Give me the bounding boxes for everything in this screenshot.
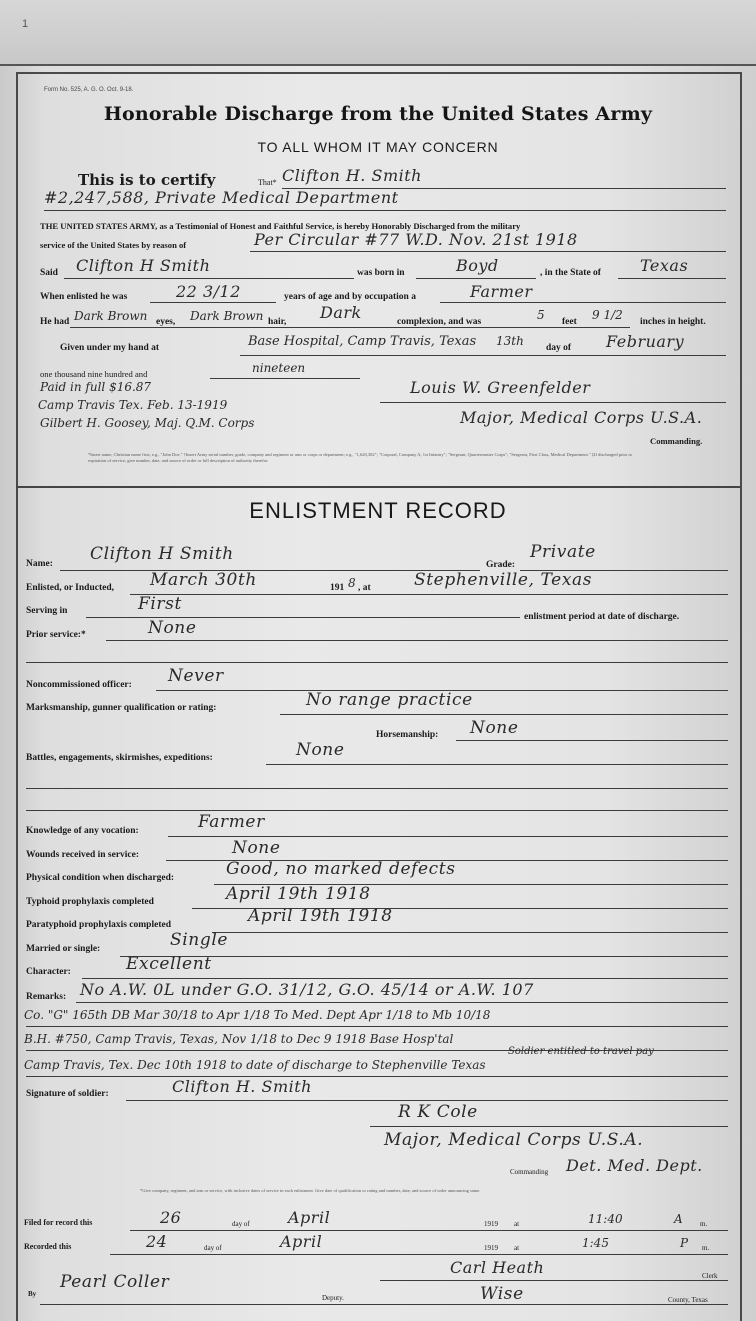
physical-label: Physical condition when discharged: [26,873,175,883]
enlistment-name: Clifton H Smith [90,544,234,564]
rule [126,1100,728,1101]
remarks-label: Remarks: [26,992,67,1002]
filed-day: 26 [160,1208,182,1227]
birth-place: Boyd [456,256,499,275]
officer-title-2: Major, Medical Corps U.S.A. [384,1130,644,1150]
rule [130,594,728,595]
enlisted-year-digit: 8 [348,576,356,590]
serial-line: #2,247,588, Private Medical Department [44,188,399,207]
wounds-label: Wounds received in service: [26,850,140,860]
discharge-footnote: *Insert name, Christian name first; e.g., "John Doe." †Insert Army serial number, grade, company and regiment or arm or corps or department; e.g., "1,620,302"; "Corporal, Company A, 1st Infantry"; "Sergeant, Quartermaster Corps"; "Sergeant, First Class, Medical Department." ‡If discharged prior to expiration of service, give number, date, and source of order or full description of authority therefor. [88,452,633,463]
commanding-label: Commanding. [650,436,703,446]
officer-signature: Louis W. Greenfelder [410,378,591,397]
deputy-label: Deputy. [322,1294,344,1302]
age-value: 22 3/12 [176,282,241,301]
paid-line-2: Camp Travis Tex. Feb. 13-1919 [38,398,228,412]
signer-title: Major, Medical Corps U.S.A. [460,408,703,427]
rule [280,714,728,715]
height-inches: 9 1/2 [592,308,623,322]
nco-value: Never [168,666,224,686]
birth-state: Texas [640,256,689,275]
serving-label: Serving in [26,606,68,616]
rule [26,788,728,789]
corner-number: 1 [22,18,29,30]
recorded-ampm: P [680,1236,689,1250]
paid-line-3: Gilbert H. Goosey, Maj. Q.M. Corps [40,416,255,430]
given-place: Base Hospital, Camp Travis, Texas [248,334,477,349]
rule [150,302,276,303]
had-label: He had [40,317,70,327]
said-name: Clifton H Smith [76,256,211,275]
hair-color: Dark Brown [190,309,264,323]
testimonial-text: THE UNITED STATES ARMY, as a Testimonial of Honest and Faithful Service, is hereby Honorably Discharged from the military [40,221,521,231]
officer-signature-2: R K Cole [398,1102,478,1122]
recorded-suffix: m. [702,1244,710,1252]
recorded-at-label: at [514,1244,520,1252]
county-name: Wise [480,1284,524,1304]
filed-month: April [288,1208,331,1227]
paratyphoid-label: Paratyphoid prophylaxis completed [26,920,171,930]
page-title: Honorable Discharge from the United States Army [103,103,653,125]
wounds-value: None [232,838,281,858]
given-label: Given under my hand at [60,343,160,353]
grade-value: Private [530,542,596,562]
rule [64,278,354,279]
rule [168,836,728,837]
rule [44,210,726,211]
year-label: one thousand nine hundred and [40,369,148,379]
clerk-name: Carl Heath [450,1258,545,1277]
certify-label: This is to certify [78,171,216,189]
recorded-day: 24 [146,1232,168,1251]
character-value: Excellent [126,954,212,974]
serving-value: First [138,594,182,614]
form-number: Form No. 525, A. G. O. Oct. 9-18. [44,87,134,93]
filed-at-label: at [514,1220,520,1228]
enlistment-footnote: *Give company, regiment, and arm or service, with inclusive dates of service in each enlistment. Give date of qualification or rating and number, date, and source of order announcing same. [140,1188,481,1193]
enlisted-date: March 30th [150,570,257,590]
eye-color: Dark Brown [74,309,148,323]
discharge-reason: Per Circular #77 W.D. Nov. 21st 1918 [254,230,578,249]
horsemanship-label: Horsemanship: [376,730,439,740]
filed-label: Filed for record this [24,1218,93,1227]
complexion-label: complexion, and was [397,317,482,327]
rule [266,764,728,765]
recorded-month: April [280,1232,323,1251]
name-label: Name: [26,559,53,569]
eyes-label: eyes, [156,317,176,327]
inches-label: inches in height. [640,317,706,327]
recorded-day-label: day of [204,1244,222,1252]
by-label: By [28,1290,37,1298]
given-month: February [606,332,685,351]
paratyphoid-value: April 19th 1918 [248,906,393,926]
rule [106,640,728,641]
married-label: Married or single: [26,944,101,954]
page-subtitle: TO ALL WHOM IT MAY CONCERN [257,139,499,155]
that-label: That* [258,178,277,187]
remarks-line-1: No A.W. 0L under G.O. 31/12, G.O. 45/14 or A.W. 107 [80,980,534,999]
nco-label: Noncommissioned officer: [26,680,132,690]
recorded-time: 1:45 [582,1236,609,1250]
county-label: County, Texas [668,1296,708,1304]
top-margin [0,0,756,64]
height-feet: 5 [537,308,545,322]
marksmanship-value: No range practice [306,690,473,710]
enlisted-label: Enlisted, or Inducted, [26,583,114,593]
vocation-label: Knowledge of any vocation: [26,826,139,836]
enlistment-title: ENLISTMENT RECORD [249,498,507,523]
battles-value: None [296,740,345,760]
said-label: Said [40,268,58,278]
prior-service-value: None [148,618,197,638]
rule [456,740,728,741]
filed-suffix: m. [700,1220,708,1228]
typhoid-value: April 19th 1918 [226,884,371,904]
filed-year: 1919 [484,1220,498,1228]
deputy-name: Pearl Coller [60,1272,170,1292]
soldier-name: Clifton H. Smith [282,166,422,185]
married-value: Single [170,930,229,950]
feet-label: feet [562,317,577,327]
occupation-label: years of age and by occupation a [284,292,416,302]
rule [250,251,726,252]
rule [40,1304,728,1305]
marksmanship-label: Marksmanship, gunner qualification or rating: [26,703,217,713]
rule [26,810,728,811]
enlisted-place: Stephenville, Texas [414,570,593,590]
born-label: was born in [357,268,405,278]
recorded-year: 1919 [484,1244,498,1252]
rule [26,1026,728,1027]
remarks-line-2: Co. "G" 165th DB Mar 30/18 to Apr 1/18 To Med. Dept Apr 1/18 to Mb 10/18 [24,1008,491,1022]
occupation-value: Farmer [470,282,533,301]
commanding-label-2: Commanding [510,1168,549,1176]
recorded-label: Recorded this [24,1242,72,1251]
given-day: 13th [496,334,524,348]
enlisted-year-prefix: 191 [330,583,345,593]
filed-day-label: day of [232,1220,250,1228]
character-label: Character: [26,967,71,977]
rule [76,1002,728,1003]
rule [380,402,726,403]
complexion-value: Dark [320,303,362,322]
rule [618,278,726,279]
typhoid-label: Typhoid prophylaxis completed [26,897,154,907]
prior-service-label: Prior service:* [26,630,86,640]
rule [210,378,360,379]
paid-line-1: Paid in full $16.87 [40,380,152,394]
rule [110,1254,728,1255]
rule [130,1230,728,1231]
given-year: nineteen [252,361,306,375]
at-label: , at [358,583,371,593]
rule [212,932,728,933]
remarks-line-4: Camp Travis, Tex. Dec 10th 1918 to date of discharge to Stephenville Texas [24,1058,486,1072]
rule [70,327,630,328]
physical-value: Good, no marked defects [226,859,456,879]
clerk-label: Clerk [702,1272,718,1280]
top-border [0,64,756,66]
battles-label: Battles, engagements, skirmishes, expeditions: [26,753,213,763]
rule [82,978,728,979]
enlisted-age-label: When enlisted he was [40,292,128,302]
rule [26,662,728,663]
rule [440,302,726,303]
grade-label: Grade: [486,560,516,570]
state-label: , in the State of [540,268,601,278]
rule [416,278,536,279]
remarks-line-3: B.H. #750, Camp Travis, Texas, Nov 1/18 to Dec 9 1918 Base Hosp'tal [24,1032,454,1046]
vocation-value: Farmer [198,812,265,832]
commanding-unit: Det. Med. Dept. [566,1156,703,1175]
filed-ampm: A [674,1212,683,1226]
horsemanship-value: None [470,718,519,738]
signature-label: Signature of soldier: [26,1089,109,1099]
rule [380,1280,728,1281]
service-reason-label: service of the United States by reason of [40,240,187,250]
day-label: day of [546,343,572,353]
rule [370,1126,728,1127]
filed-time: 11:40 [588,1212,623,1226]
enlistment-period-label: enlistment period at date of discharge. [524,612,680,622]
soldier-signature: Clifton H. Smith [172,1077,312,1096]
rule [240,355,726,356]
remarks-insert: Soldier entitled to travel pay [508,1046,654,1057]
section-divider [16,486,740,488]
rule [26,1076,728,1077]
hair-label: hair, [268,317,287,327]
